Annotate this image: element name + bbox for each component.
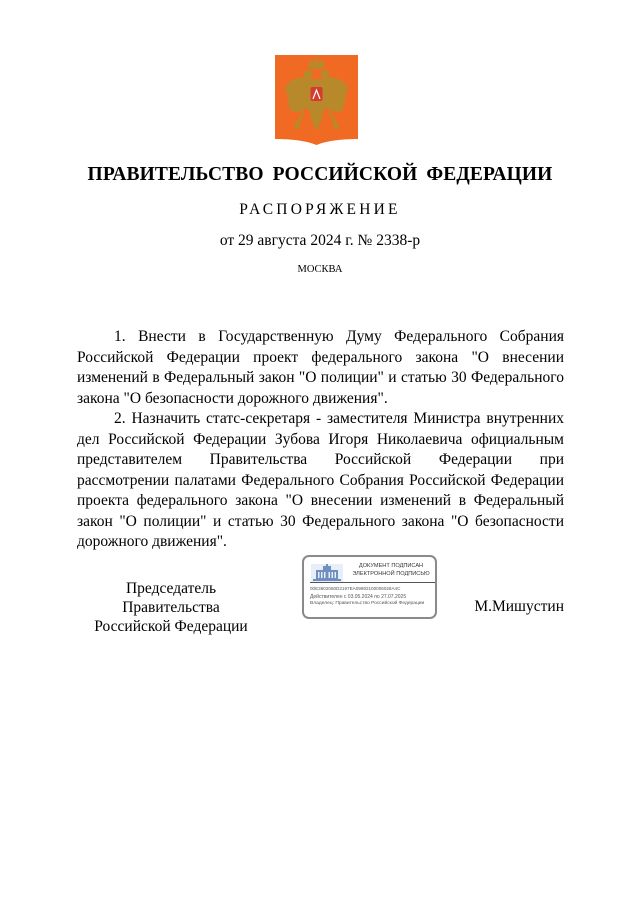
- document-city: МОСКВА: [297, 264, 343, 275]
- stamp-title-line1: ДОКУМЕНТ ПОДПИСАН: [358, 563, 424, 569]
- electronic-signature-stamp: [302, 555, 437, 619]
- signatory-position: [77, 579, 265, 636]
- government-building-icon: [311, 564, 343, 582]
- document-body: [77, 327, 564, 553]
- paragraph-1: 1. Внести в Государственную Думу Федерального Собрания Российской Федерации проект федерального закона "О внесении изменений в Федеральный закон "О полиции" и статью 30 Федерального закона "О безопасности дорожного движения".: [77, 328, 564, 407]
- government-title: ПРАВИТЕЛЬСТВО РОССИЙСКОЙ ФЕДЕРАЦИИ: [87, 164, 553, 185]
- signatory-position-line2: Российской Федерации: [94, 618, 248, 635]
- document-date-number: от 29 августа 2024 г. № 2338-р: [219, 232, 421, 249]
- stamp-title: [346, 563, 436, 578]
- stamp-validity: Действителен с 03.05.2024 по 27.07.2025: [310, 594, 407, 600]
- stamp-title-line2: ЭЛЕКТРОННОЙ ПОДПИСЬЮ: [352, 570, 430, 577]
- stamp-certificate: 00E3602060D2197EA09892100006028A4C: [310, 586, 401, 591]
- signatory-position-line1: Председатель Правительства: [122, 580, 220, 616]
- stamp-divider: [310, 582, 435, 583]
- signatory-name: М.Мишустин: [474, 598, 564, 615]
- russian-coat-of-arms-icon: [275, 55, 358, 145]
- stamp-owner: Владелец: Правительство Российской Федерации: [310, 601, 425, 606]
- document-type: РАСПОРЯЖЕНИЕ: [239, 201, 401, 218]
- paragraph-2: 2. Назначить статс-секретаря - заместителя Министра внутренних дел Российской Федерации Зубова Игоря Николаевича официальным представителем Правительства Российской Федерации при рассмотрении палатами Федерального Собрания Российской Федерации проекта федерального закона "О внесении изменений в Федеральный закон "О полиции" и статью 30 Федерального закона "О безопасности дорожного движения".: [77, 410, 564, 550]
